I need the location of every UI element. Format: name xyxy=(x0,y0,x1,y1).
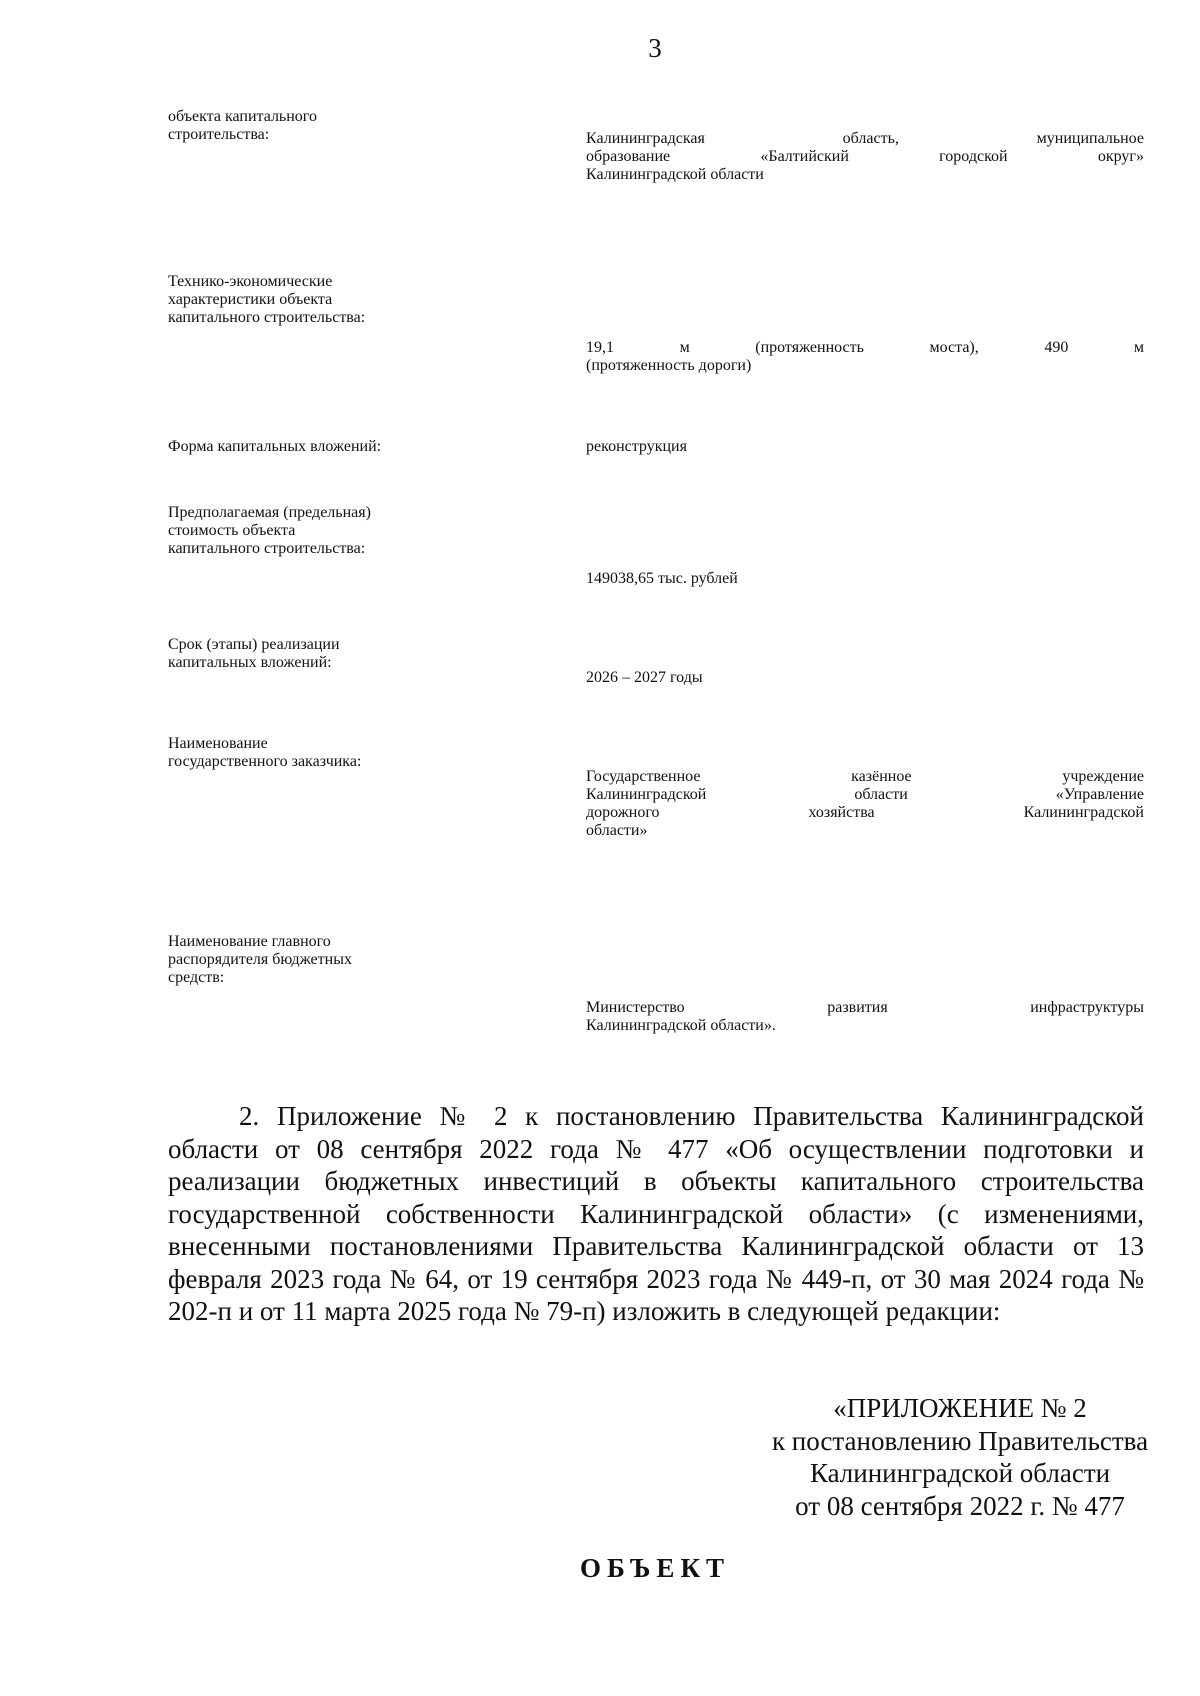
field-value-line: Калининградской области». xyxy=(586,1017,776,1034)
field-label-line: Наименование главного xyxy=(168,933,331,950)
value-word: м xyxy=(1133,339,1144,356)
value-word: Калининградской xyxy=(1023,804,1144,821)
field-location xyxy=(168,108,1144,240)
field-label-line: государственного заказчика: xyxy=(168,753,362,770)
field-label-line: капитальных вложений: xyxy=(168,654,332,671)
value-word: (протяженность xyxy=(755,339,864,356)
value-word: образование xyxy=(586,148,671,165)
value-word: м xyxy=(679,339,690,356)
appendix-line: «ПРИЛОЖЕНИЕ № 2 xyxy=(833,1393,1087,1423)
value-word: Министерство xyxy=(586,999,685,1016)
field-value-line: 149038,65 тыс. рублей xyxy=(586,570,738,587)
field-label-line: Предполагаемая (предельная) xyxy=(168,504,371,521)
value-word: Калининградской xyxy=(586,786,707,803)
field-value-line xyxy=(586,786,1144,804)
value-word: учреждение xyxy=(1062,768,1144,785)
object-fields xyxy=(168,108,1144,1065)
field-label-line: средств: xyxy=(168,969,225,986)
appendix-line: от 08 сентября 2022 г. № 477 xyxy=(795,1490,1125,1521)
field-value-line: Калининградской области xyxy=(586,166,764,183)
value-word: инфраструктуры xyxy=(1030,999,1144,1016)
appendix-line: Калининградской области xyxy=(809,1458,1111,1488)
value-word: казённое xyxy=(851,768,912,785)
value-word: моста), xyxy=(929,339,979,356)
field-characteristics xyxy=(168,273,1144,438)
field-label-line: капитального строительства: xyxy=(168,309,366,326)
field-label-line: характеристики объекта xyxy=(168,291,333,308)
value-word: развития xyxy=(827,999,888,1016)
field-label-line: объекта капитального xyxy=(168,108,317,125)
value-word: 490 xyxy=(1044,339,1069,356)
value-word: области xyxy=(854,786,908,803)
field-investment-form xyxy=(168,438,1144,504)
value-word: округ» xyxy=(1097,148,1144,165)
field-value-line xyxy=(586,804,1144,822)
value-word: «Балтийский xyxy=(760,148,849,165)
value-word: хозяйства xyxy=(808,804,875,821)
field-value-line: области» xyxy=(586,822,648,839)
value-word: 19,1 xyxy=(586,339,614,356)
amendment-paragraph: 2. Приложение № 2 к постановлению Правительства Калининградской области от 08 сентября 2022 года № 477 «Об осуществлении подготовки и реализации бюджетных инвестиций в объекты капитального строительства государственной собственности Калининградской области» (с изменениями, внесенными постановлениями Правительства Калининградской области от 13 февраля 2023 года № 64, от 19 сентября 2023 года № 449-п, от 30 мая 2024 года № 202-п и от 11 марта 2025 года № 79-п) изложить в следующей редакции: xyxy=(168,1101,1144,1326)
field-state-customer xyxy=(168,735,1144,933)
value-word: Калининградская xyxy=(586,130,705,147)
field-value-line xyxy=(586,339,1144,357)
field-implementation-period xyxy=(168,636,1144,735)
appendix-header xyxy=(700,1392,1200,1522)
field-value-line: реконструкция xyxy=(586,438,687,455)
field-label-line: Форма капитальных вложений: xyxy=(168,438,382,455)
value-word: дорожного xyxy=(586,804,660,821)
field-value-line xyxy=(586,130,1144,148)
field-value-line xyxy=(586,148,1144,166)
field-budget-manager xyxy=(168,933,1144,1065)
field-label-line: стоимость объекта xyxy=(168,522,296,539)
value-word: муниципальное xyxy=(1036,130,1144,147)
object-title: ОБЪЕКТ xyxy=(579,1553,731,1583)
field-label-line: Срок (этапы) реализации xyxy=(168,636,340,653)
field-label-line: строительства: xyxy=(168,126,270,143)
value-word: область, xyxy=(842,130,899,147)
field-value-line xyxy=(586,999,1144,1017)
appendix-line: к постановлению Правительства xyxy=(771,1425,1149,1456)
field-value-line: (протяженность дороги) xyxy=(586,357,752,374)
field-label-line: капитального строительства: xyxy=(168,540,366,557)
page-number: 3 xyxy=(648,33,662,63)
field-value-line: 2026 – 2027 годы xyxy=(586,669,703,686)
field-value-line xyxy=(586,768,1144,786)
field-label-line: Наименование xyxy=(168,735,268,752)
value-word: «Управление xyxy=(1055,786,1144,803)
field-estimated-cost xyxy=(168,504,1144,636)
value-word: Государственное xyxy=(586,768,701,785)
value-word: городской xyxy=(939,148,1008,165)
field-label-line: распорядителя бюджетных xyxy=(168,951,352,968)
field-label-line: Технико-экономические xyxy=(168,273,333,290)
